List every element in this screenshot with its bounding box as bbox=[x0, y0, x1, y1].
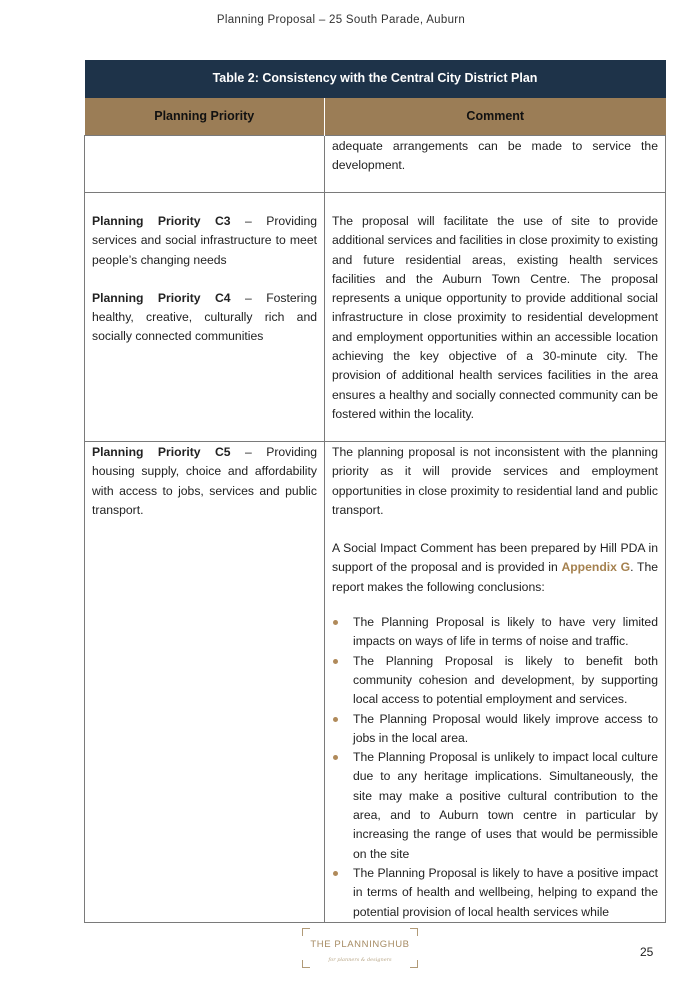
list-item bbox=[332, 748, 658, 864]
priority-label: Planning Priority C4 bbox=[92, 290, 231, 305]
list-item bbox=[332, 864, 658, 922]
list-item bbox=[332, 613, 658, 652]
comment-cell bbox=[325, 193, 666, 442]
comment-text bbox=[332, 539, 658, 597]
bullet-icon bbox=[333, 871, 338, 876]
table-row bbox=[85, 136, 666, 193]
priority-cell bbox=[85, 193, 325, 442]
bullet-icon bbox=[333, 620, 338, 625]
priority-label: Planning Priority C3 bbox=[92, 214, 231, 228]
comment-text: The proposal will facilitate the use of site to provide additional services and facilities in close proximity to existing and future residential areas, existing health services facilities and the Auburn Town Centre. The proposal represents a unique opportunity to provide additional social infrastructure in close proximity to residential development and employment opportunities within an accessible location achieving the key objective of a 30-minute city. The provision of additional health services facilities in the area ensures a healthy and socially connected community can be fostered within the locality. bbox=[332, 214, 658, 421]
logo-corner bbox=[410, 928, 418, 936]
running-header: Planning Proposal – 25 South Parade, Auburn bbox=[216, 14, 466, 26]
comment-text: adequate arrangements can be made to service the development. bbox=[332, 139, 658, 173]
priority-item bbox=[92, 212, 317, 270]
list-item-text: The Planning Proposal is unlikely to impact local culture due to any heritage implications. Simultaneously, the site may make a positive cultural contribution to the area, and to Auburn town centre in particular by increasing the range of uses that would be permissible on the site bbox=[353, 750, 658, 861]
priority-cell bbox=[85, 136, 325, 193]
table-title: Table 2: Consistency with the Central City District Plan bbox=[85, 60, 666, 98]
priority-item bbox=[92, 289, 317, 347]
logo-corner bbox=[302, 928, 310, 936]
priority-cell bbox=[85, 442, 325, 923]
list-item bbox=[332, 710, 658, 749]
list-item-text: The Planning Proposal is likely to have a positive impact in terms of health and wellbeing, helping to expand the potential provision of local health services while bbox=[353, 865, 658, 919]
consistency-table bbox=[84, 60, 666, 923]
comment-text-part: . The report makes the following conclusions: bbox=[332, 560, 659, 594]
comment-text: The planning proposal is not inconsistent with the planning priority as it will provide services and employment opportunities in close proximity to residential land and public transport. bbox=[332, 445, 658, 517]
priority-description: – Fostering healthy, creative, culturally rich and socially connected communities bbox=[92, 290, 317, 344]
table-row bbox=[85, 193, 666, 442]
list-item-text: The Planning Proposal would likely improve access to jobs in the local area. bbox=[353, 711, 658, 745]
comment-text-part: A Social Impact Comment has been prepared by Hill PDA in support of the proposal and is provided in bbox=[332, 541, 658, 575]
list-item bbox=[332, 652, 658, 710]
comment-cell bbox=[325, 442, 666, 923]
column-header-comment: Comment bbox=[325, 98, 666, 136]
logo-tagline: for planners & designers bbox=[328, 957, 392, 963]
conclusions-list bbox=[332, 613, 658, 922]
column-header-planning-priority: Planning Priority bbox=[85, 98, 325, 136]
priority-item bbox=[92, 443, 317, 520]
appendix-g-link[interactable]: Appendix G bbox=[561, 560, 631, 575]
priority-label: Planning Priority C5 bbox=[92, 445, 231, 459]
bullet-icon bbox=[333, 755, 338, 760]
bullet-icon bbox=[333, 717, 338, 722]
logo-text: THE PLANNINGHUB bbox=[310, 939, 410, 950]
bullet-icon bbox=[333, 659, 338, 664]
table-row bbox=[85, 442, 666, 923]
list-item-text: The Planning Proposal is likely to benefit both community cohesion and development, by supporting local access to potential employment and services. bbox=[353, 653, 658, 707]
comment-cell bbox=[325, 136, 666, 193]
priority-description: – Providing services and social infrastructure to meet people’s changing needs bbox=[92, 214, 317, 267]
list-item-text: The Planning Proposal is likely to have very limited impacts on ways of life in terms of noise and traffic. bbox=[353, 615, 658, 649]
planninghub-logo bbox=[302, 928, 418, 968]
priority-description: – Providing housing supply, choice and affordability with access to jobs, services and public transport. bbox=[92, 445, 317, 517]
page-number: 25 bbox=[640, 945, 654, 959]
